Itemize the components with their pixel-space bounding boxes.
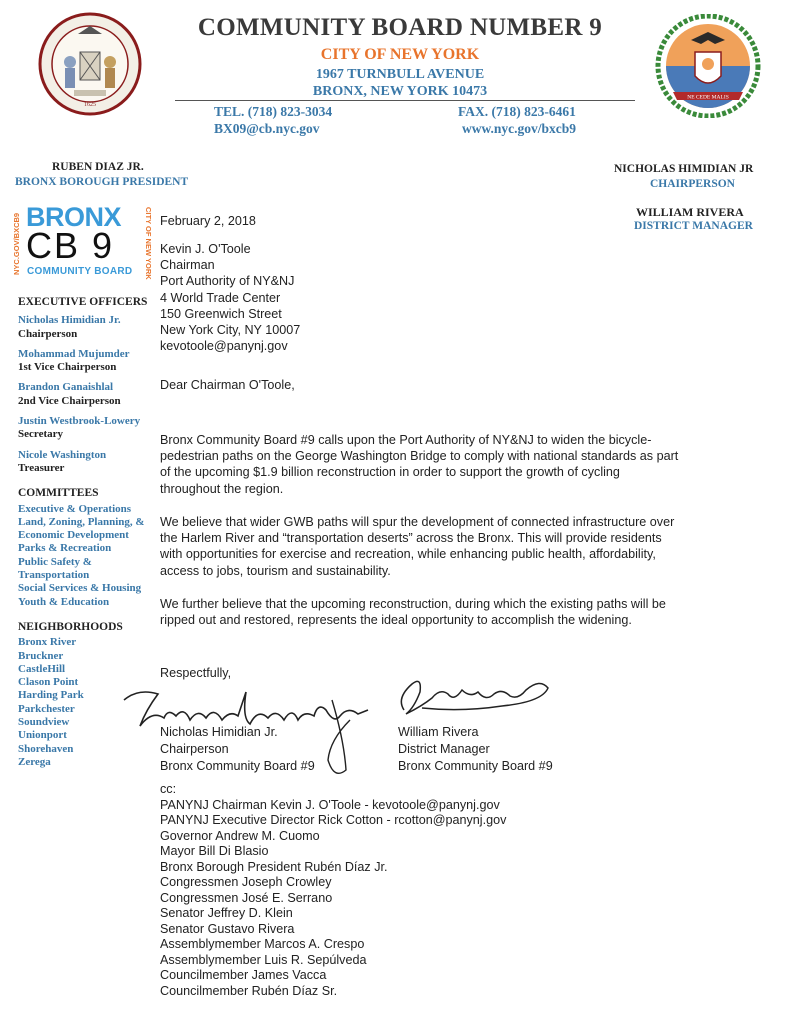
signer1-name: Nicholas Himidian Jr.	[160, 725, 278, 739]
recipient-line: Port Authority of NY&NJ	[160, 274, 295, 289]
executive-officers-heading: EXECUTIVE OFFICERS	[18, 296, 148, 308]
district-manager-title: DISTRICT MANAGER	[634, 220, 753, 232]
neighborhood-item: Soundview	[18, 716, 70, 729]
officer-name: Justin Westbrook-Lowery	[18, 415, 141, 428]
fax: FAX. (718) 823-6461	[458, 104, 576, 119]
committee-item: Executive & Operations	[18, 502, 132, 515]
cc-item: Congressmen Joseph Crowley	[160, 875, 332, 889]
chairperson-name: NICHOLAS HIMIDIAN JR	[614, 163, 754, 175]
cc-item: Councilmember James Vacca	[160, 968, 327, 982]
cc-item: Senator Jeffrey D. Klein	[160, 906, 293, 920]
logo-cb9: CB 9	[26, 225, 115, 266]
cc-item: Congressmen José E. Serrano	[160, 890, 333, 905]
seal-motto: NE CEDE MALIS	[687, 94, 729, 101]
closing: Respectfully,	[160, 666, 232, 680]
city-name: CITY OF NEW YORK	[320, 46, 480, 63]
officer-role: Secretary	[18, 428, 63, 441]
salutation: Dear Chairman O'Toole,	[160, 378, 295, 392]
officer-name: Nicholas Himidian Jr.	[18, 314, 121, 327]
logo-side-left: NYC.GOV/BXCB9	[12, 212, 21, 275]
signer2-org: Bronx Community Board #9	[398, 759, 553, 773]
committee-item: Transportation	[18, 569, 90, 582]
logo-side-right: CITY OF NEW YORK	[144, 207, 153, 280]
recipient-email[interactable]: kevotoole@panynj.gov	[160, 339, 288, 354]
signer2-title: District Manager	[398, 742, 490, 756]
signer2-block	[398, 724, 553, 775]
paragraph-1: Bronx Community Board #9 calls upon the Port Authority of NY&NJ to widen the bicycle-pedestrian paths on the George Washington Bridge to comply with national standards as part of the upcoming $1.9 billion reconstruction in order to support the growth of cycling throughout the region.	[160, 433, 679, 496]
district-manager-name: WILLIAM RIVERA	[636, 205, 744, 219]
street-address: 1967 TURNBULL AVENUE	[315, 67, 485, 82]
seal-year: 1625	[84, 102, 96, 108]
committees-heading: COMMITTEES	[18, 487, 99, 500]
neighborhood-item: Bronx River	[18, 636, 77, 649]
recipient-line: New York City, NY 10007	[160, 323, 301, 338]
paragraph-3: We further believe that the upcoming reconstruction, during which the existing paths will be ripped out and restored, represents the ideal opportunity to accomplish the widening.	[160, 597, 666, 628]
neighborhood-item: CastleHill	[18, 662, 66, 675]
bronx-seal	[655, 14, 761, 118]
email-link[interactable]: BX09@cb.nyc.gov	[214, 121, 320, 136]
cc-item: PANYNJ Executive Director Rick Cotton - rcotton@panynj.gov	[160, 813, 507, 827]
signer1-org: Bronx Community Board #9	[160, 759, 315, 773]
telephone: TEL. (718) 823-3034	[214, 104, 333, 119]
officer-role: Treasurer	[18, 461, 65, 474]
cc-item: Assemblymember Marcos A. Crespo	[160, 937, 365, 951]
signature-district-manager	[392, 668, 557, 728]
header-divider	[175, 100, 635, 101]
cc-item: Governor Andrew M. Cuomo	[160, 828, 320, 843]
city-state-zip: BRONX, NEW YORK 10473	[312, 84, 488, 99]
neighborhood-item: Zerega	[18, 755, 51, 768]
board-title: COMMUNITY BOARD NUMBER 9	[197, 14, 603, 41]
neighborhoods-heading: NEIGHBORHOODS	[18, 620, 123, 633]
cc-item: Bronx Borough President Rubén Díaz Jr.	[160, 859, 388, 874]
cc-label: cc:	[160, 782, 177, 796]
logo-bronx: BRONX	[26, 202, 122, 232]
neighborhood-item: Unionport	[18, 729, 67, 742]
committee-item: Youth & Education	[18, 595, 110, 608]
officer-role: 2nd Vice Chairperson	[18, 394, 121, 407]
logo-community-board: COMMUNITY BOARD	[27, 266, 133, 277]
signer1-block	[160, 724, 315, 775]
committee-item: Social Services & Housing	[18, 582, 142, 595]
officer-name: Mohammad Mujumder	[18, 347, 130, 360]
signer1-title: Chairperson	[160, 742, 229, 756]
chairperson-title: CHAIRPERSON	[650, 178, 735, 190]
website-link[interactable]: www.nyc.gov/bxcb9	[462, 121, 577, 136]
cc-item: Assemblymember Luis R. Sepúlveda	[160, 952, 367, 967]
committee-item: Land, Zoning, Planning, &	[18, 515, 145, 528]
recipient-line: 4 World Trade Center	[160, 290, 281, 305]
neighborhood-item: Parkchester	[18, 702, 75, 715]
committee-item: Economic Development	[18, 529, 129, 542]
officer-role: Chairperson	[18, 327, 78, 340]
officer-name: Brandon Ganaishlal	[18, 381, 114, 394]
neighborhood-item: Harding Park	[18, 689, 84, 702]
signer2-name: William Rivera	[398, 725, 479, 739]
nyc-seal	[38, 12, 142, 116]
committee-item: Parks & Recreation	[18, 542, 112, 555]
committee-item: Public Safety &	[18, 555, 92, 568]
officer-role: 1st Vice Chairperson	[18, 361, 117, 374]
borough-president-title: BRONX BOROUGH PRESIDENT	[15, 176, 189, 188]
cc-item: PANYNJ Chairman Kevin J. O'Toole - kevotoole@panynj.gov	[160, 797, 500, 812]
letter-date: February 2, 2018	[160, 214, 256, 228]
neighborhood-item: Clason Point	[18, 676, 79, 689]
officer-name: Nicole Washington	[18, 448, 107, 461]
neighborhood-item: Bruckner	[18, 649, 64, 662]
cc-item: Councilmember Rubén Díaz Sr.	[160, 983, 338, 998]
recipient-line: 150 Greenwich Street	[160, 306, 282, 321]
cc-item: Mayor Bill Di Blasio	[160, 844, 269, 858]
recipient-line: Kevin J. O'Toole	[160, 242, 251, 256]
paragraph-2: We believe that wider GWB paths will spur the development of connected infrastructure over the Harlem River and “transportation deserts” across the Bronx. This will provide residents with opportunities for exercise and recreation, while enhancing public health, affordability, access to jobs, tourism and sustainability.	[160, 515, 675, 578]
cc-item: Senator Gustavo Rivera	[160, 921, 295, 936]
recipient-line: Chairman	[160, 258, 215, 273]
borough-president-name: RUBEN DIAZ JR.	[52, 161, 144, 173]
neighborhood-item: Shorehaven	[18, 742, 74, 755]
cc-block	[160, 782, 506, 999]
recipient-block	[160, 241, 300, 354]
